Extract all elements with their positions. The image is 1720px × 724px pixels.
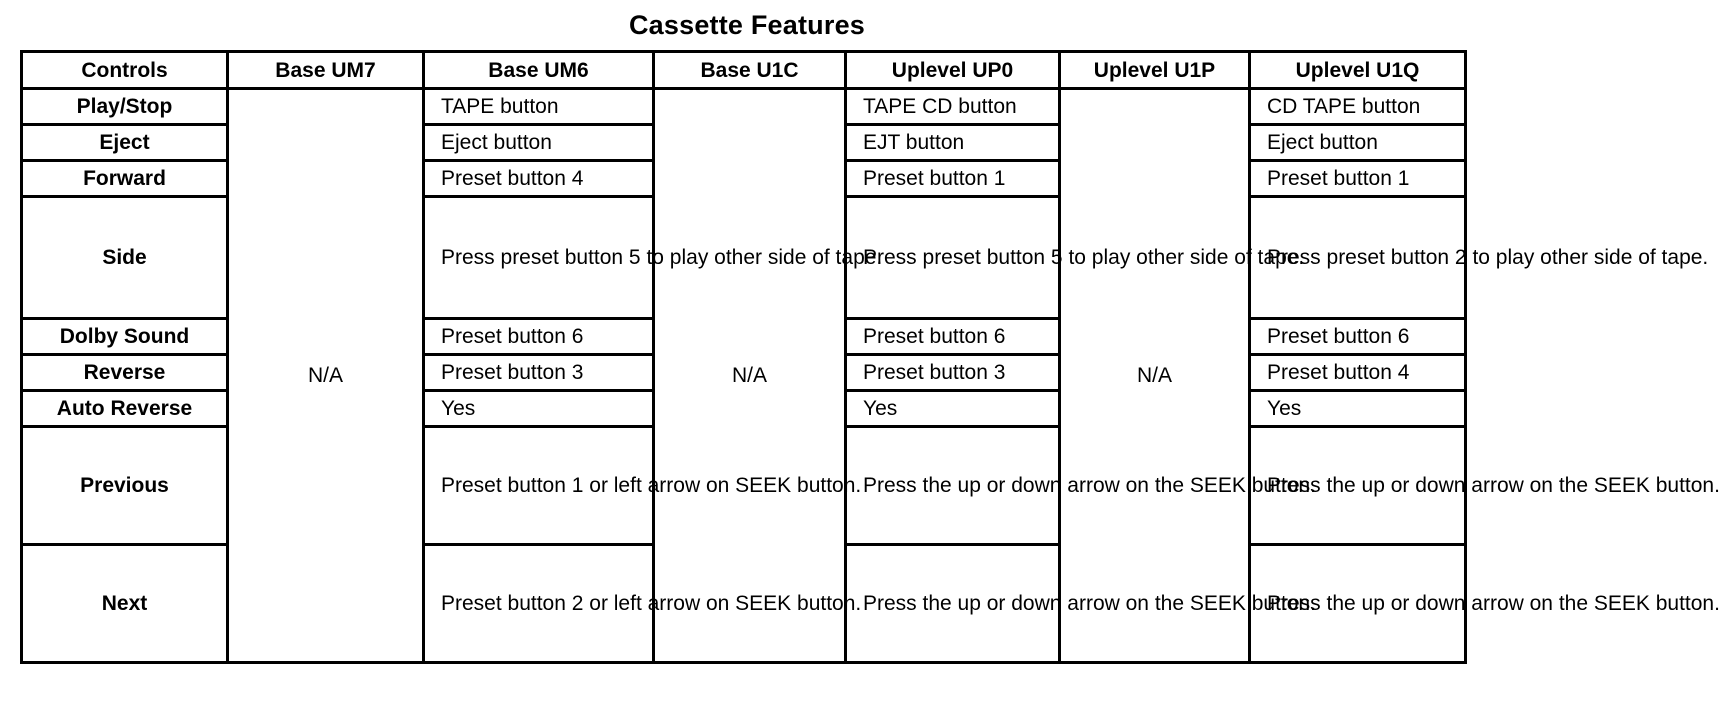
na-cell-base-um7: N/A [228, 89, 424, 663]
table-cell: Preset button 3 [424, 355, 654, 391]
na-cell-uplevel-u1p: N/A [1060, 89, 1250, 663]
table-cell: Preset button 1 [846, 161, 1060, 197]
control-label: Side [22, 197, 228, 319]
table-cell: Preset button 3 [846, 355, 1060, 391]
control-label: Forward [22, 161, 228, 197]
table-cell: Press the up or down arrow on the SEEK button. [846, 427, 1060, 545]
table-cell: Press the up or down arrow on the SEEK button. [1250, 427, 1466, 545]
table-cell: TAPE button [424, 89, 654, 125]
table-cell: Press the up or down arrow on the SEEK button. [846, 545, 1060, 663]
table-cell: Press preset button 5 to play other side of tape. [846, 197, 1060, 319]
table-cell: Eject button [424, 125, 654, 161]
table-cell: EJT button [846, 125, 1060, 161]
column-header-controls: Controls [22, 52, 228, 89]
table-cell: Press preset button 5 to play other side of tape. [424, 197, 654, 319]
table-cell: Yes [1250, 391, 1466, 427]
table-cell: Preset button 6 [846, 319, 1060, 355]
column-header-base-u1c: Base U1C [654, 52, 846, 89]
table-cell: Preset button 2 or left arrow on SEEK button. [424, 545, 654, 663]
cassette-features-table [20, 50, 1720, 664]
table-cell: Press preset button 2 to play other side of tape. [1250, 197, 1466, 319]
column-header-base-um6: Base UM6 [424, 52, 654, 89]
table-cell: Preset button 6 [1250, 319, 1466, 355]
column-header-uplevel-up0: Uplevel UP0 [846, 52, 1060, 89]
table-cell: Eject button [1250, 125, 1466, 161]
table-cell: Yes [424, 391, 654, 427]
control-label: Dolby Sound [22, 319, 228, 355]
page-title: Cassette Features [628, 10, 865, 40]
table-cell: Preset button 1 or left arrow on SEEK button. [424, 427, 654, 545]
table-cell: Press the up or down arrow on the SEEK button. [1250, 545, 1466, 663]
control-label: Eject [22, 125, 228, 161]
column-header-uplevel-u1p: Uplevel U1P [1060, 52, 1250, 89]
na-cell-base-u1c: N/A [654, 89, 846, 663]
table-cell: Preset button 4 [424, 161, 654, 197]
table-cell: Yes [846, 391, 1060, 427]
header-row [22, 52, 1466, 89]
table-cell: Preset button 4 [1250, 355, 1466, 391]
table-cell: TAPE CD button [846, 89, 1060, 125]
table-row [22, 89, 1466, 125]
column-header-uplevel-u1q: Uplevel U1Q [1250, 52, 1466, 89]
control-label: Reverse [22, 355, 228, 391]
control-label: Previous [22, 427, 228, 545]
control-label: Auto Reverse [22, 391, 228, 427]
control-label: Next [22, 545, 228, 663]
table-cell: Preset button 1 [1250, 161, 1466, 197]
table-cell: CD TAPE button [1250, 89, 1466, 125]
column-header-base-um7: Base UM7 [228, 52, 424, 89]
control-label: Play/Stop [22, 89, 228, 125]
table-cell: Preset button 6 [424, 319, 654, 355]
